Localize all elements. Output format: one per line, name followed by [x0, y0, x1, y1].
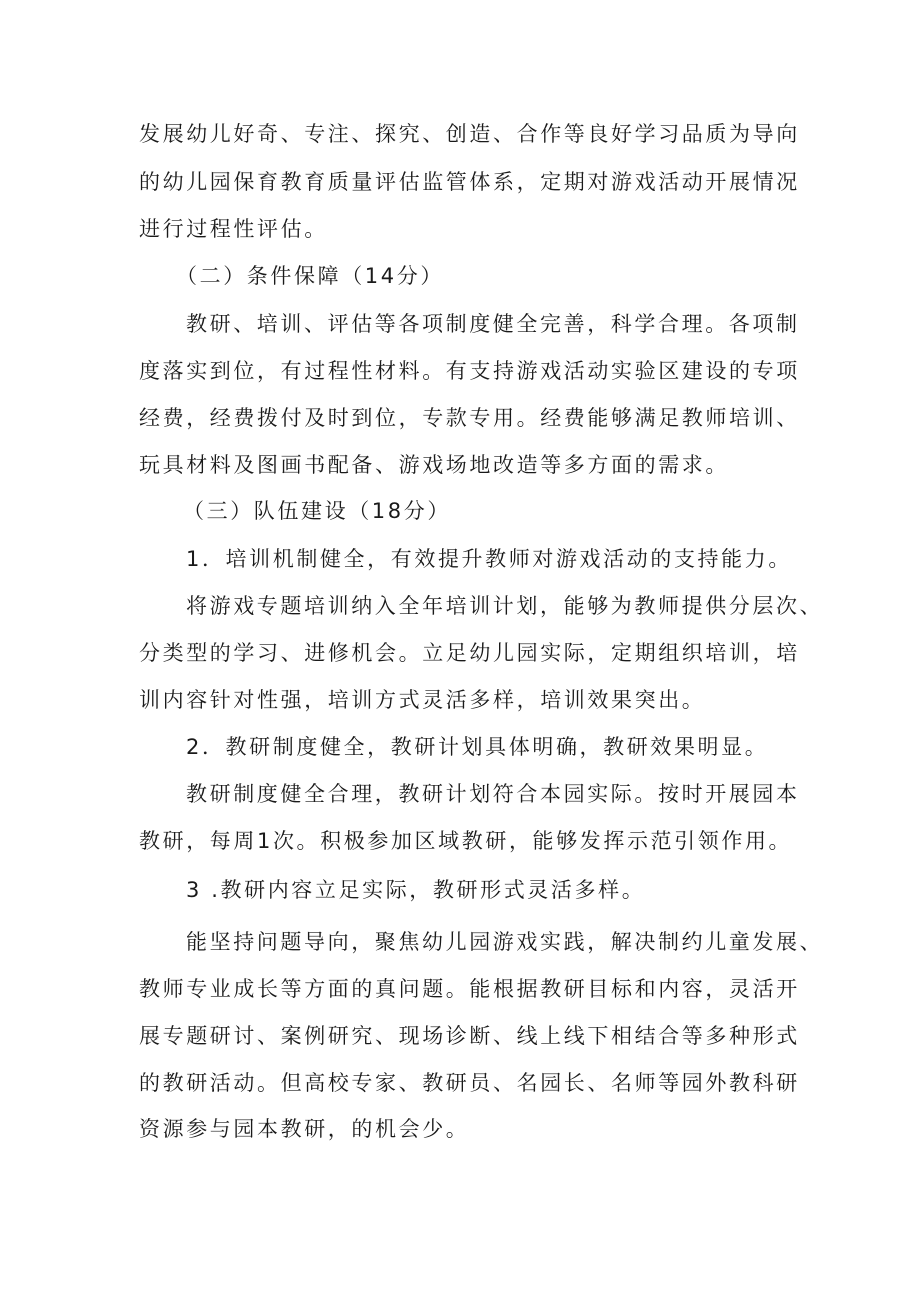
paragraph-line: 教师专业成长等方面的真问题。能根据教研目标和内容，灵活开 — [139, 977, 800, 1001]
paragraph-line: 的教研活动。但高校专家、教研员、名园长、名师等园外教科研 — [139, 1071, 800, 1095]
paragraph-line: 度落实到位，有过程性材料。有支持游戏活动实验区建设的专项 — [139, 359, 800, 383]
paragraph-line: 进行过程性评估。 — [139, 217, 328, 241]
paragraph-line: 玩具材料及图画书配备、游戏场地改造等多方面的需求。 — [139, 453, 729, 477]
section-heading: （三）队伍建设（18分） — [183, 499, 451, 523]
paragraph-line: 资源参与园本教研，的机会少。 — [139, 1117, 470, 1141]
paragraph-line: 分类型的学习、进修机会。立足幼儿园实际，定期组织培训，培 — [139, 641, 800, 665]
paragraph-line: 训内容针对性强，培训方式灵活多样，培训效果突出。 — [139, 688, 706, 712]
numbered-item: 2．教研制度健全，教研计划具体明确，教研效果明显。 — [186, 735, 769, 759]
section-heading: （二）条件保障（14分） — [176, 264, 444, 288]
paragraph-line: 教研制度健全合理，教研计划符合本园实际。按时开展园本 — [186, 782, 800, 806]
numbered-item: 1．培训机制健全，有效提升教师对游戏活动的支持能力。 — [186, 547, 792, 571]
paragraph-line: 经费，经费拨付及时到位，专款专用。经费能够满足教师培训、 — [139, 406, 800, 430]
paragraph-line: 展专题研讨、案例研究、现场诊断、线上线下相结合等多种形式 — [139, 1024, 800, 1048]
numbered-item: 3 .教研内容立足实际，教研形式灵活多样。 — [186, 878, 646, 902]
paragraph-line: 发展幼儿好奇、专注、探究、创造、合作等良好学习品质为导向 — [139, 122, 800, 146]
paragraph-line: 教研，每周1次。积极参加区域教研，能够发挥示范引领作用。 — [139, 829, 793, 853]
paragraph-line: 的幼儿园保育教育质量评估监管体系，定期对游戏活动开展情况 — [139, 170, 800, 194]
paragraph-line: 将游戏专题培训纳入全年培训计划，能够为教师提供分层次、 — [186, 594, 824, 618]
paragraph-line: 教研、培训、评估等各项制度健全完善，科学合理。各项制 — [186, 312, 800, 336]
paragraph-line: 能坚持问题导向，聚焦幼儿园游戏实践，解决制约儿童发展、 — [186, 930, 824, 954]
